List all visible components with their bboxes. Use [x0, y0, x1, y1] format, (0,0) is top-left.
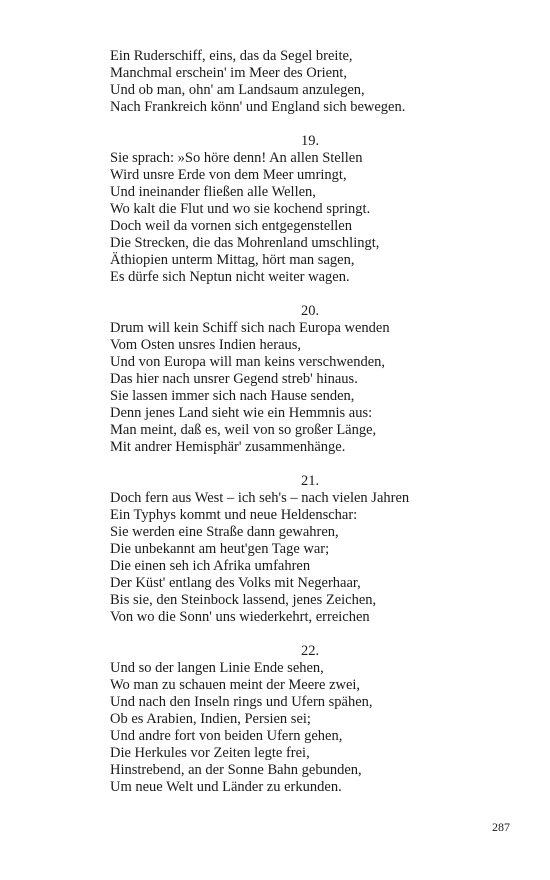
stanza-number: 21. — [300, 473, 320, 489]
verse-line: Von wo die Sonn' uns wiederkehrt, erreichen — [110, 609, 370, 625]
stanza-22 — [110, 643, 510, 796]
verse-line: Ob es Arabien, Indien, Persien sei; — [110, 711, 311, 727]
stanza-19 — [110, 133, 510, 286]
verse-line: Und ob man, ohn' am Landsaum anzulegen, — [110, 82, 365, 98]
verse-line: Es dürfe sich Neptun nicht weiter wagen. — [110, 269, 350, 285]
verse-line: Bis sie, den Steinbock lassend, jenes Zeichen, — [110, 592, 377, 608]
verse-line: Sie sprach: »So höre denn! An allen Stellen — [110, 150, 363, 166]
verse-line: Drum will kein Schiff sich nach Europa wenden — [110, 320, 390, 336]
poem-page — [110, 48, 510, 813]
verse-line: Sie lassen immer sich nach Hause senden, — [110, 388, 355, 404]
verse-line: Ein Ruderschiff, eins, das da Segel breite, — [110, 48, 353, 64]
stanza-continuation — [110, 48, 510, 116]
verse-line: Nach Frankreich könn' und England sich bewegen. — [110, 99, 406, 115]
stanza-number: 22. — [300, 643, 320, 659]
verse-line: Manchmal erschein' im Meer des Orient, — [110, 65, 347, 81]
verse-line: Die einen seh ich Afrika umfahren — [110, 558, 311, 574]
verse-line: Die unbekannt am heut'gen Tage war; — [110, 541, 330, 557]
stanza-number: 20. — [300, 303, 320, 319]
verse-line: Die Strecken, die das Mohrenland umschlingt, — [110, 235, 380, 251]
verse-line: Wo kalt die Flut und wo sie kochend springt. — [110, 201, 371, 217]
verse-line: Wird unsre Erde von dem Meer umringt, — [110, 167, 347, 183]
verse-line: Man meint, daß es, weil von so großer Länge, — [110, 422, 377, 438]
verse-line: Denn jenes Land sieht wie ein Hemmnis aus: — [110, 405, 373, 421]
verse-line: Wo man zu schauen meint der Meere zwei, — [110, 677, 361, 693]
verse-line: Und so der langen Linie Ende sehen, — [110, 660, 324, 676]
verse-line: Äthiopien unterm Mittag, hört man sagen, — [110, 252, 355, 268]
stanza-number: 19. — [300, 133, 320, 149]
verse-line: Hinstrebend, an der Sonne Bahn gebunden, — [110, 762, 362, 778]
page-number: 287 — [492, 820, 510, 834]
verse-line: Ein Typhys kommt und neue Heldenschar: — [110, 507, 358, 523]
verse-line: Mit andrer Hemisphär' zusammenhänge. — [110, 439, 346, 455]
verse-line: Doch fern aus West – ich seh's – nach vielen Jahren — [110, 490, 410, 506]
verse-line: Die Herkules vor Zeiten legte frei, — [110, 745, 310, 761]
verse-line: Das hier nach unsrer Gegend streb' hinaus. — [110, 371, 358, 387]
verse-line: Und nach den Inseln rings und Ufern spähen, — [110, 694, 373, 710]
verse-line: Um neue Welt und Länder zu erkunden. — [110, 779, 342, 795]
verse-line: Doch weil da vornen sich entgegenstellen — [110, 218, 352, 234]
verse-line: Sie werden eine Straße dann gewahren, — [110, 524, 339, 540]
stanza-21 — [110, 473, 510, 626]
verse-line: Und ineinander fließen alle Wellen, — [110, 184, 316, 200]
verse-line: Vom Osten unsres Indien heraus, — [110, 337, 302, 353]
verse-line: Und andre fort von beiden Ufern gehen, — [110, 728, 343, 744]
stanza-20 — [110, 303, 510, 456]
verse-line: Und von Europa will man keins verschwenden, — [110, 354, 386, 370]
verse-line: Der Küst' entlang des Volks mit Negerhaar, — [110, 575, 361, 591]
